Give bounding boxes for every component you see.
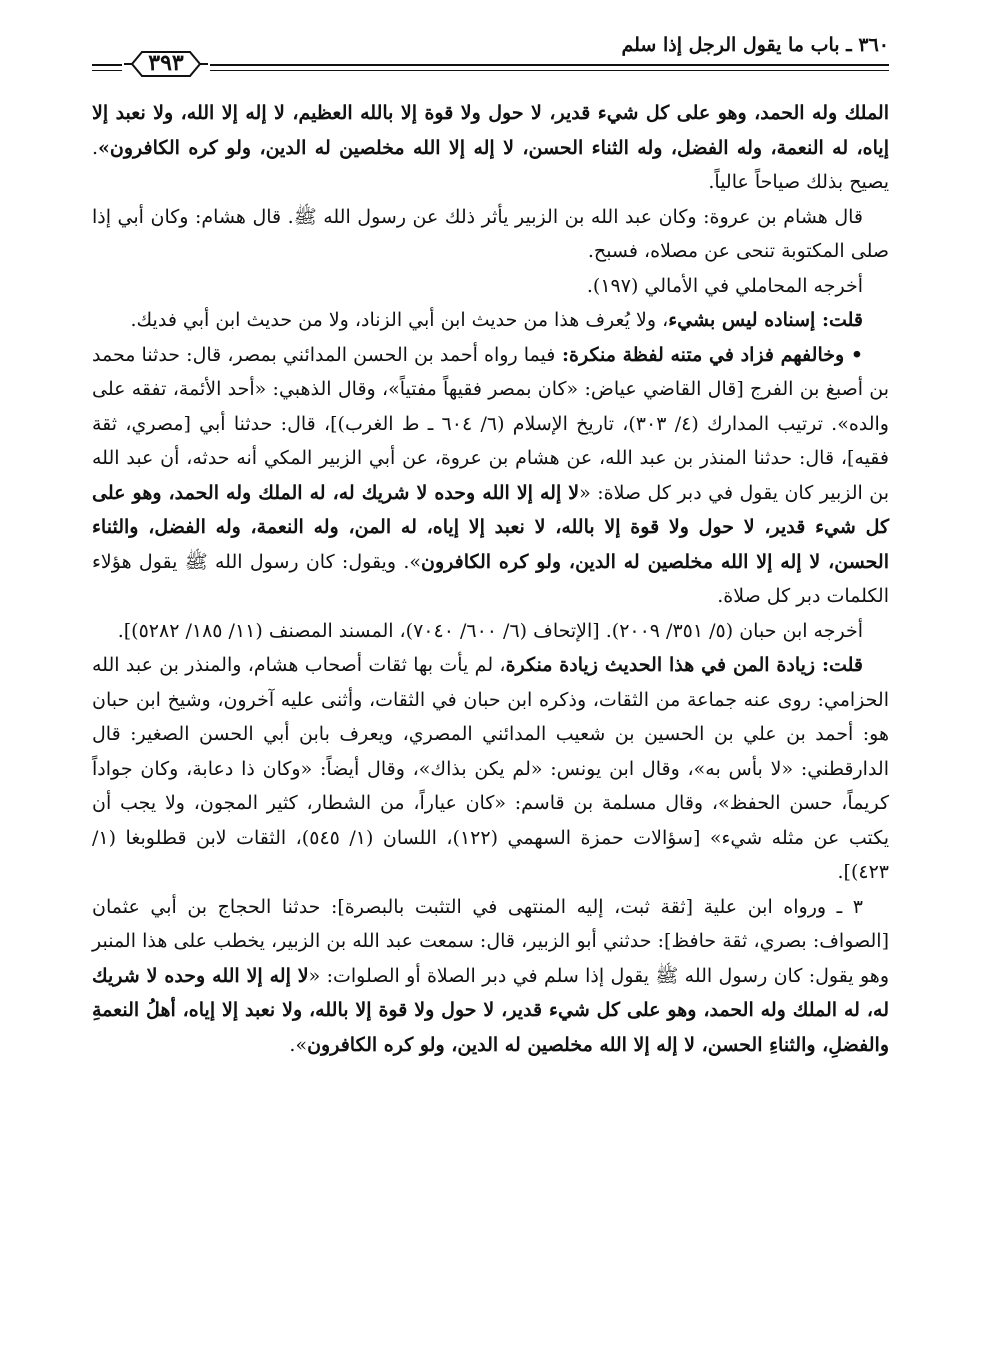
paragraph-p8 xyxy=(92,890,889,1063)
text-span: ، لم يأت بها ثقات أصحاب هشام، والمنذر بن عبد الله الحزامي: روى عنه جماعة من الثقات، وذكره ابن حبان في الثقات، وأثنى عليه آخرون، وشيخ ابن حبان هو: أحمد بن علي بن الحسين بن شعيب المدائني المصري، ويعرف بابن أبي الحسن الصغير: قال الدارقطني: «لا بأس به»، وقال ابن يونس: «لم يكن بذاك»، وقال أيضاً: «وكان ذا دعابة، وكان جواداً كريماً، حسن الحفظ»، وقال مسلمة بن قاسم: «كان عياراً، من الشطار، كثير المجون، ولا يجب أن يكتب عن مثله شيء» [سؤالات حمزة السهمي (١٢٢)، اللسان (١/ ٥٤٥)، الثقات لابن قطلوبغا (١/ ٤٢٣)]. xyxy=(92,654,890,883)
text-span: ٣ ـ ورواه ابن علية [ثقة ثبت، إليه المنتهى في التثبت بالبصرة]: حدثنا الحجاج بن أبي عثمان [الصواف: بصري، ثقة حافظ]: حدثني أبو الزبير، قال: سمعت عبد الله بن الزبير، يخطب على هذا المنبر وهو يقول: كان رسول الله ﷺ يقول إذا سلم في دبر الصلاة أو الصلوات: « xyxy=(92,895,890,987)
text-span: ». ويقول: كان رسول الله ﷺ يقول هؤلاء الكلمات دبر كل صلاة. xyxy=(92,550,889,607)
bold-text-span: لا إله إلا الله وحده لا شريك له، له الملك وله الحمد، وهو على كل شيء قدير، لا حول ولا قوة إلا بالله، ولا نعبد إلا إياه، أهلُ النعمةِ والفضلِ، والثناءِ الحسن، لا إله إلا الله مخلصين له الدين، ولو كره الكافرون xyxy=(92,964,889,1056)
page-number: ٣٩٣ xyxy=(148,50,184,76)
text-span: أخرجه ابن حبان (٥/ ٣٥١/ ٢٠٠٩). [الإتحاف (٦/ ٦٠٠/ ٧٠٤٠)، المسند المصنف (١١/ ١٨٥/ ٥٢٨٢)]. xyxy=(117,619,863,642)
bold-text-span: قلت: زيادة المن في هذا الحديث زيادة منكرة xyxy=(505,654,864,676)
paragraph-p1 xyxy=(92,96,889,200)
paragraph-p5 xyxy=(92,338,889,614)
text-span: قال هشام بن عروة: وكان عبد الله بن الزبير يأثر ذلك عن رسول الله ﷺ. قال هشام: وكان أبي إذا صلى المكتوبة تنحى عن مصلاه، فسبح. xyxy=(92,205,889,262)
text-span: فيما رواه أحمد بن الحسن المدائني بمصر، قال: حدثنا محمد بن أصبغ بن الفرج [قال القاضي عياض: «كان بمصر فقيهاً مفتياً»، وقال الذهبي: «أحد الأئمة، تفقه على والده». ترتيب المدارك (٤/ ٣٠٣)، تاريخ الإسلام (٦/ ٦٠٤ ـ ط الغرب)]، قال: حدثنا أبي [مصري، ثقة فقيه]، قال: حدثنا المنذر بن عبد الله، عن هشام بن عروة، عن أبي الزبير المكي أنه حدثه، أن عبد الله بن الزبير كان يقول في دبر كل صلاة: « xyxy=(92,343,890,504)
paragraph-p2 xyxy=(92,200,889,269)
text-span: أخرجه المحاملي في الأمالي (١٩٧). xyxy=(586,274,863,297)
bold-text-span: • وخالفهم فزاد في متنه لفظة منكرة: xyxy=(555,343,864,366)
paragraph-p3 xyxy=(92,269,889,304)
bold-text-span: لا إله إلا الله وحده لا شريك له، له الملك وله الحمد، وهو على كل شيء قدير، لا حول ولا قوة إلا بالله، لا نعبد إلا إياه، له المن، وله النعمة، وله الفضل، والثناء الحسن، لا إله إلا الله مخلصين له الدين، ولو كره الكافرون xyxy=(92,481,889,573)
page-header xyxy=(92,30,889,76)
header-rule-thick xyxy=(92,64,889,66)
page-number-ornament xyxy=(122,48,210,80)
bold-text-span: الملك وله الحمد، وهو على كل شيء قدير، لا حول ولا قوة إلا بالله العظيم، لا إله إلا الله، ولا نعبد إلا إياه، له النعمة، وله الفضل، وله الثناء الحسن، لا إله إلا الله مخلصين له الدين، ولو كره الكافرون» xyxy=(92,102,889,159)
header-rule-thin xyxy=(92,70,889,71)
bold-text-span: قلت: إسناده ليس بشيء xyxy=(668,309,863,331)
text-span: . يصيح بذلك صياحاً عالياً. xyxy=(92,136,889,193)
paragraph-p7 xyxy=(92,648,889,890)
page-body xyxy=(92,96,889,1062)
text-span: ، ولا يُعرف هذا من حديث ابن أبي الزناد، ولا من حديث ابن أبي فديك. xyxy=(130,309,669,331)
running-title: ٣٦٠ ـ باب ما يقول الرجل إذا سلم xyxy=(621,34,889,56)
paragraph-p6 xyxy=(92,614,889,649)
paragraph-p4 xyxy=(92,303,889,338)
text-span: ». xyxy=(289,1033,308,1056)
